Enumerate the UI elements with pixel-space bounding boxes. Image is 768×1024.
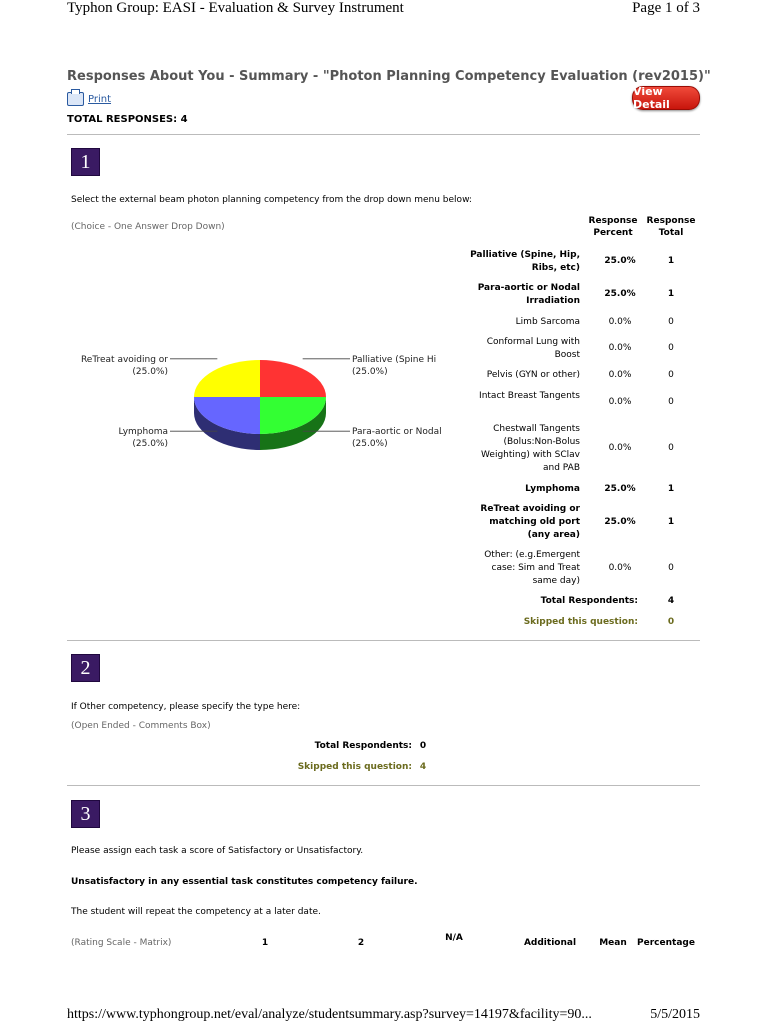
table-row: [478, 316, 708, 329]
matrix-col-additional: Additional: [523, 938, 577, 948]
table-row: [470, 249, 708, 275]
row-label: Para-aortic or Nodal Irradiation: [477, 283, 580, 306]
pie-label: ReTreat avoiding or: [80, 354, 168, 365]
row-total: 0: [668, 562, 674, 573]
row-total: 1: [667, 483, 675, 494]
footer-date: 5/5/2015: [650, 1007, 700, 1022]
table-row: [478, 282, 708, 308]
row-percent: 0.0%: [608, 443, 632, 453]
q2-skipped: 4: [419, 762, 427, 772]
row-label: ReTreat avoiding or matching old port (any area): [480, 504, 580, 540]
footer-url: https://www.typhongroup.net/eval/analyze/studentsummary.asp?survey=14197&facility=90...: [67, 1007, 592, 1022]
matrix-col-mean: Mean: [599, 938, 627, 948]
total-responses: TOTAL RESPONSES: 4: [67, 114, 188, 125]
row-percent: 25.0%: [604, 516, 636, 527]
pie-label: Para-aortic or Nodal: [352, 427, 442, 438]
table-row: [478, 336, 708, 362]
row-percent: 0.0%: [608, 562, 632, 573]
pie-label: Palliative (Spine Hi: [352, 354, 437, 365]
row-percent: 0.0%: [608, 397, 632, 407]
row-percent: 25.0%: [604, 256, 636, 266]
row-label: Other: (e.g.Emergent case: Sim and Treat same day): [484, 550, 580, 586]
page-header-title: Typhon Group: EASI - Evaluation & Survey Instrument: [67, 0, 404, 16]
row-percent: 0.0%: [608, 369, 632, 380]
col-response-percent: Response Percent: [588, 216, 638, 238]
row-total: 0: [668, 369, 674, 380]
printer-icon: [67, 92, 84, 106]
row-label: Palliative (Spine, Hip, Ribs, etc): [470, 250, 580, 273]
table-row: [478, 549, 708, 588]
row-total: 1: [667, 256, 675, 266]
q2-skipped-label: Skipped this question:: [297, 762, 412, 772]
pie-value-label: (25.0%): [352, 439, 388, 450]
pie-value-label: (25.0%): [132, 366, 168, 377]
pie-slice: [194, 360, 260, 397]
question-3-text-3: The student will repeat the competency at a later date.: [71, 907, 321, 917]
table-row: [478, 503, 708, 542]
question-number-2: 2: [71, 654, 100, 682]
view-detail-button[interactable]: View Detail: [632, 86, 700, 110]
matrix-col-percentage: Percentage: [637, 938, 695, 948]
response-pie-chart: [60, 340, 460, 490]
question-2-type: (Open Ended - Comments Box): [71, 721, 211, 731]
q1-skipped: 0: [667, 617, 675, 627]
print-label: Print: [88, 93, 112, 105]
row-label: Lymphoma: [525, 484, 580, 494]
q1-total-respondents: 4: [667, 596, 675, 606]
row-total: 0: [668, 343, 674, 353]
question-3-type: (Rating Scale - Matrix): [71, 938, 172, 948]
row-label: Limb Sarcoma: [515, 317, 580, 327]
table-row: [478, 390, 708, 416]
question-number-1: 1: [71, 148, 100, 176]
q2-total-respondents: 0: [419, 741, 427, 751]
survey-title: Responses About You - Summary - "Photon Planning Competency Evaluation (rev2015)": [67, 69, 711, 84]
matrix-col-1: 1: [261, 938, 269, 948]
row-percent: 25.0%: [604, 483, 636, 494]
q1-skipped-label: Skipped this question:: [523, 617, 638, 627]
q1-total-respondents-label: Total Respondents:: [540, 596, 638, 606]
q2-total-respondents-label: Total Respondents:: [314, 741, 412, 751]
divider: [67, 785, 700, 786]
divider: [67, 134, 700, 135]
row-total: 1: [667, 289, 675, 299]
table-row: [478, 483, 708, 496]
pie-value-label: (25.0%): [352, 366, 388, 377]
pie-label: Lymphoma: [118, 427, 168, 438]
question-2-text: If Other competency, please specify the type here:: [71, 702, 301, 712]
page-number: Page 1 of 3: [632, 0, 700, 16]
row-label: Conformal Lung with Boost: [486, 337, 580, 360]
row-label: Chestwall Tangents (Bolus:Non-Bolus Weighting) with SClav and PAB: [481, 424, 580, 473]
question-3-text-1: Please assign each task a score of Satisfactory or Unsatisfactory.: [71, 846, 364, 856]
row-total: 0: [668, 397, 674, 407]
row-label: Pelvis (GYN or other): [486, 370, 580, 380]
row-percent: 25.0%: [604, 289, 636, 299]
row-percent: 0.0%: [608, 316, 632, 327]
table-row: [478, 369, 708, 382]
matrix-col-na: N/A: [445, 933, 463, 943]
pie-slice: [260, 360, 326, 397]
row-label: Intact Breast Tangents: [479, 391, 580, 401]
divider: [67, 640, 700, 641]
print-link[interactable]: [67, 92, 111, 106]
question-number-3: 3: [71, 800, 100, 828]
question-3-text-2: Unsatisfactory in any essential task constitutes competency failure.: [71, 877, 418, 887]
col-response-total: Response Total: [646, 216, 696, 238]
table-row: [478, 423, 708, 475]
matrix-col-2: 2: [357, 938, 365, 948]
row-percent: 0.0%: [608, 343, 632, 353]
row-total: 1: [667, 516, 675, 527]
row-total: 0: [668, 316, 674, 327]
row-total: 0: [668, 443, 674, 453]
question-1-type: (Choice - One Answer Drop Down): [71, 222, 225, 232]
question-1-text: Select the external beam photon planning competency from the drop down menu below:: [71, 195, 472, 205]
pie-value-label: (25.0%): [132, 439, 168, 450]
